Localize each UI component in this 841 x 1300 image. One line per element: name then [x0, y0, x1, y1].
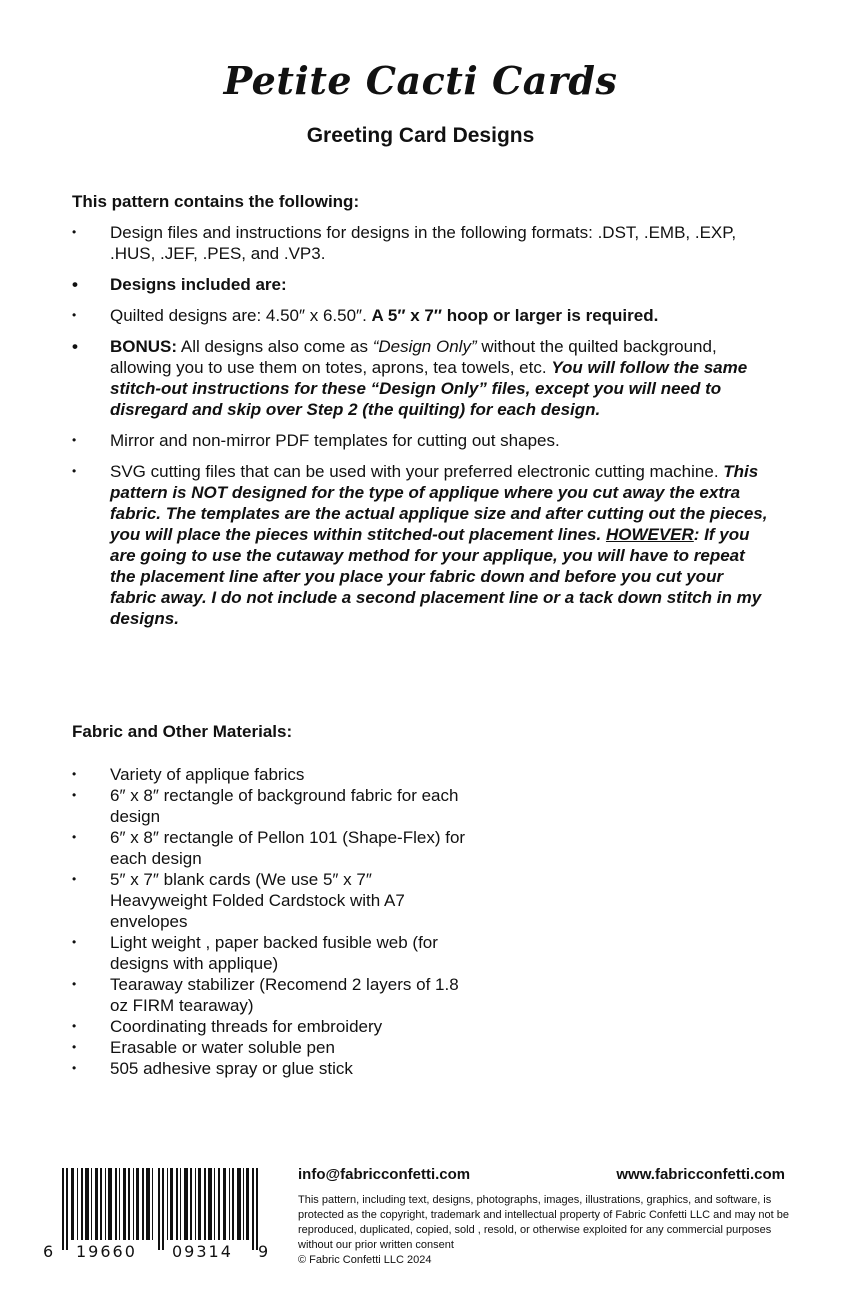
contents-list: [72, 222, 772, 639]
list-item: • Mirror and non-mirror PDF templates for cutting out shapes.: [72, 430, 772, 451]
list-item: • 5″ x 7″ blank cards (We use 5″ x 7″ Heavyweight Folded Cardstock with A7 envelopes: [72, 869, 472, 932]
list-item: • Erasable or water soluble pen: [72, 1037, 472, 1058]
list-item: • SVG cutting files that can be used with your preferred electronic cutting machine. This pattern is NOT designed for the type of applique where you cut away the extra fabric. The templates are the actual applique size and after cutting out the pieces, you will place the pieces within stitched-out placement lines. HOWEVER: If you are going to use the cutaway method for your applique, you will have to repeat the placement line after you place your fabric down and before you cut your fabric away. I do not include a second placement line or a tack down stitch in my designs.: [72, 461, 772, 629]
barcode-digit-group: 19660: [76, 1242, 137, 1261]
contact-email[interactable]: info@fabricconfetti.com: [298, 1166, 471, 1183]
legal-notice: This pattern, including text, designs, photographs, images, illustrations, graphics, and software, is protected as the copyright, trademark and intellectual property of Fabric Confetti LLC and may not be reproduced, duplicated, copied, sold , resold, or otherwise exploited for any commercial purposes without our prior written consent: [298, 1194, 789, 1251]
list-item: • Design files and instructions for designs in the following formats: .DST, .EMB, .EXP, .HUS, .JEF, .PES, and .VP3.: [72, 222, 772, 264]
list-item: • Light weight , paper backed fusible web (for designs with applique): [72, 932, 472, 974]
copyright-notice: © Fabric Confetti LLC 2024: [298, 1254, 432, 1266]
list-item: • BONUS: All designs also come as “Design Only” without the quilted background, allowing you to use them on totes, aprons, tea towels, etc. You will follow the same stitch-out instructions for these “Design Only” files, except you will need to disregard and skip over Step 2 (the quilting) for each design.: [72, 336, 772, 420]
materials-list: [72, 764, 472, 1079]
barcode-digit-check: 9: [258, 1242, 269, 1261]
list-item: • 6″ x 8″ rectangle of Pellon 101 (Shape-Flex) for each design: [72, 827, 472, 869]
list-item: • 6″ x 8″ rectangle of background fabric for each design: [72, 785, 472, 827]
barcode-digit-lead: 6: [43, 1242, 54, 1261]
materials-heading: Fabric and Other Materials:: [72, 722, 293, 741]
barcode: [58, 1168, 272, 1250]
list-item: • Designs included are:: [72, 274, 772, 295]
list-item: • Variety of applique fabrics: [72, 764, 472, 785]
list-item: • Quilted designs are: 4.50″ x 6.50″. A 5″ x 7″ hoop or larger is required.: [72, 305, 772, 326]
page-title: Petite Cacti Cards: [223, 58, 618, 103]
list-item: • Tearaway stabilizer (Recomend 2 layers of 1.8 oz FIRM tearaway): [72, 974, 472, 1016]
website-link[interactable]: www.fabricconfetti.com: [616, 1166, 785, 1183]
list-item: • Coordinating threads for embroidery: [72, 1016, 472, 1037]
page-subtitle: Greeting Card Designs: [306, 124, 535, 147]
contents-heading: This pattern contains the following:: [72, 192, 360, 211]
list-item: • 505 adhesive spray or glue stick: [72, 1058, 472, 1079]
barcode-digit-group: 09314: [172, 1242, 233, 1261]
